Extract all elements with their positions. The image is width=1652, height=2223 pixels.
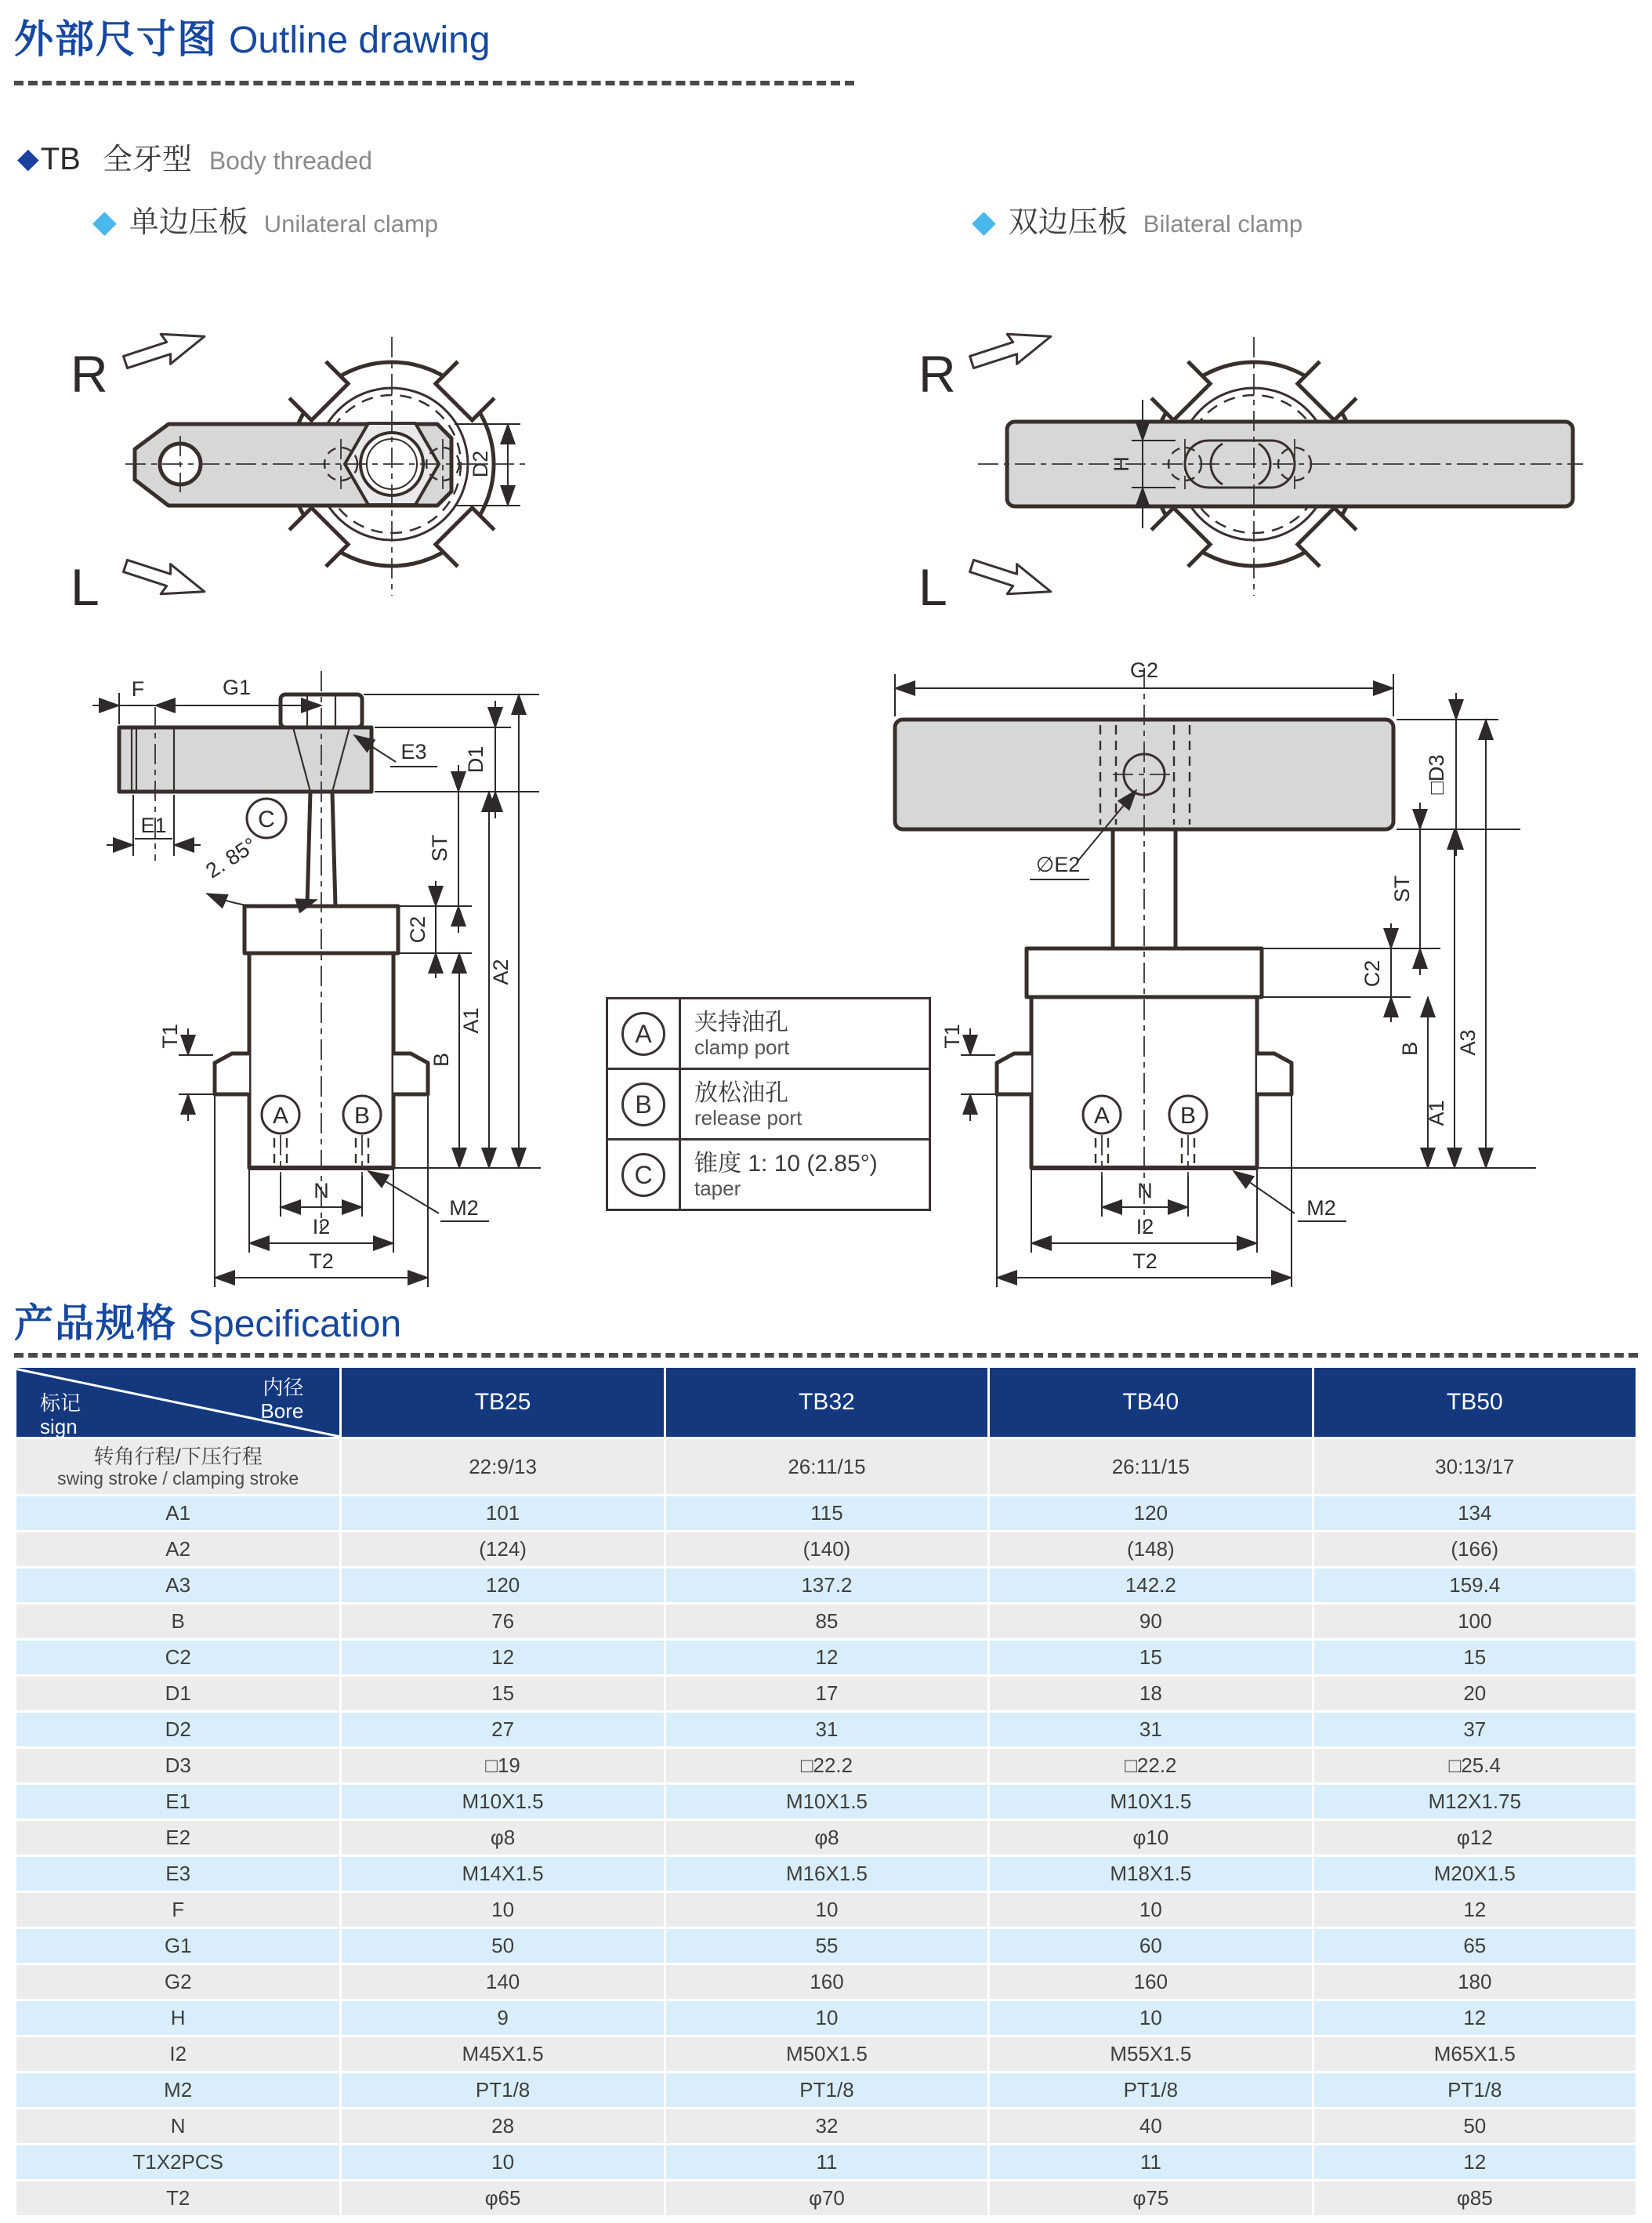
legend-en: taper — [694, 1176, 741, 1200]
table-row — [16, 1785, 1636, 1819]
dimension-D3 — [1397, 693, 1520, 856]
table-row — [16, 1677, 1636, 1710]
outline-title-en: Outline drawing — [229, 20, 491, 61]
spec-value: φ75 — [990, 2181, 1311, 2215]
spec-value: 50 — [1314, 2109, 1636, 2143]
spec-value: 10 — [342, 2145, 663, 2179]
spec-value: 18 — [990, 1677, 1311, 1710]
svg-text:B: B — [429, 1052, 453, 1068]
spec-table — [14, 1365, 1638, 2218]
series-zh: 全牙型 — [102, 143, 192, 176]
dimension-D1 — [375, 701, 539, 818]
circled-C-icon: C — [621, 1153, 665, 1197]
spec-value: 137.2 — [666, 1568, 987, 1602]
spec-value: 12 — [1314, 2001, 1636, 2035]
spec-value: M65X1.5 — [1314, 2037, 1636, 2071]
table-row — [16, 2037, 1636, 2071]
spec-header-row — [16, 1368, 1636, 1437]
spec-column-header: TB32 — [666, 1368, 987, 1437]
spec-column-header: TB50 — [1314, 1368, 1636, 1437]
spec-value: M12X1.75 — [1314, 1785, 1636, 1819]
spec-value: 10 — [990, 2001, 1311, 2035]
spec-value: 101 — [342, 1496, 663, 1530]
svg-text:C2: C2 — [406, 916, 429, 944]
table-row — [16, 1713, 1636, 1746]
mount-tab-left — [997, 1053, 1031, 1094]
spec-value: M10X1.5 — [990, 1785, 1311, 1819]
svg-text:∅E2: ∅E2 — [1035, 853, 1081, 876]
svg-text:B: B — [353, 1103, 371, 1129]
variant-unilateral-label — [92, 198, 438, 241]
spec-value: M55X1.5 — [990, 2037, 1311, 2071]
spec-value: φ12 — [1314, 1821, 1636, 1855]
svg-text:T2: T2 — [1132, 1249, 1157, 1273]
spec-value: M10X1.5 — [342, 1785, 663, 1819]
svg-text:B: B — [1179, 1103, 1197, 1129]
spec-value: (124) — [342, 1532, 663, 1566]
dimension-T1-left — [158, 1024, 213, 1121]
svg-text:2. 85°: 2. 85° — [201, 832, 261, 883]
rotation-R-label: R — [918, 345, 956, 403]
svg-text:D2: D2 — [469, 450, 492, 478]
spec-value: 50 — [342, 1929, 663, 1963]
spec-value: 55 — [666, 1929, 987, 1963]
svg-text:F: F — [131, 677, 145, 701]
spec-value: 20 — [1314, 1677, 1636, 1710]
spec-value: 28 — [342, 2109, 663, 2143]
spec-value: 142.2 — [990, 1568, 1311, 1602]
taper-callout — [201, 799, 317, 907]
series-row — [17, 135, 372, 178]
spec-value: 159.4 — [1314, 1568, 1636, 1602]
spec-value: φ8 — [342, 1821, 663, 1855]
outline-title-zh: 外部尺寸图 — [14, 17, 218, 61]
spec-value: 100 — [1314, 1605, 1636, 1638]
spec-title-zh: 产品规格 — [14, 1301, 177, 1345]
table-row — [16, 1965, 1636, 1999]
spec-value: 26:11/15 — [666, 1439, 987, 1494]
spec-value: M14X1.5 — [342, 1857, 663, 1891]
spec-sign: G2 — [16, 1965, 339, 1999]
spec-value: 26:11/15 — [990, 1439, 1311, 1494]
corner-sign-zh: 标记 — [40, 1391, 82, 1415]
spec-value: □22.2 — [666, 1749, 987, 1782]
spec-value: M20X1.5 — [1314, 1857, 1636, 1891]
spec-value: 22:9/13 — [342, 1439, 663, 1494]
spec-value: 15 — [990, 1641, 1311, 1674]
spec-value: 120 — [990, 1496, 1311, 1530]
table-row — [16, 2181, 1636, 2215]
bilateral-front-view — [895, 658, 1536, 1287]
spec-value: 134 — [1314, 1496, 1636, 1530]
unilateral-front-view — [92, 671, 541, 1287]
spec-value: M45X1.5 — [342, 2037, 663, 2071]
spec-value: 180 — [1314, 1965, 1636, 1999]
spec-value: M18X1.5 — [990, 1857, 1311, 1891]
arrow-right-down-icon — [121, 551, 209, 607]
clamp-arm-side — [119, 727, 371, 792]
table-row — [16, 1821, 1636, 1855]
arrow-right-up-icon — [967, 321, 1056, 377]
bilateral-top-view — [918, 321, 1583, 616]
table-row — [16, 2145, 1636, 2179]
table-row — [16, 1857, 1636, 1891]
svg-text:E1: E1 — [140, 814, 167, 837]
spec-value: 10 — [666, 2001, 987, 2035]
legend-en: clamp port — [694, 1035, 790, 1059]
spec-value: 27 — [342, 1713, 663, 1746]
spec-value: φ8 — [666, 1821, 987, 1855]
spec-sign: E2 — [16, 1821, 339, 1855]
table-row — [16, 1532, 1636, 1566]
svg-text:E3: E3 — [400, 740, 427, 763]
spec-value: (140) — [666, 1532, 987, 1566]
arrow-right-down-icon — [967, 551, 1056, 607]
spec-value: 10 — [342, 1893, 663, 1927]
spec-dash-separator — [14, 1353, 1638, 1358]
spec-sign: D3 — [16, 1749, 339, 1782]
spec-sign: A2 — [16, 1532, 339, 1566]
svg-text:C2: C2 — [1360, 959, 1384, 988]
spec-sign: D2 — [16, 1713, 339, 1746]
arrow-right-up-icon — [121, 321, 209, 377]
circled-B-icon: B — [621, 1082, 665, 1126]
svg-text:T1: T1 — [158, 1024, 182, 1049]
spec-value: 32 — [666, 2109, 987, 2143]
spec-value: 160 — [666, 1965, 987, 1999]
unilateral-top-view — [71, 321, 527, 616]
svg-text:I2: I2 — [1136, 1215, 1154, 1238]
table-row — [16, 1893, 1636, 1927]
spec-value: 15 — [1314, 1641, 1636, 1674]
svg-text:A: A — [1093, 1103, 1110, 1129]
spec-sign: A1 — [16, 1496, 339, 1530]
table-row — [16, 2073, 1636, 2107]
table-row — [16, 2001, 1636, 2035]
spec-section-title — [14, 1292, 401, 1348]
dimension-M2-right — [1234, 1171, 1346, 1221]
svg-text:C: C — [258, 807, 275, 832]
table-row — [16, 1929, 1636, 1963]
svg-text:□D3: □D3 — [1425, 754, 1448, 795]
table-row — [16, 1568, 1636, 1602]
spec-value: 31 — [666, 1713, 987, 1746]
corner-bore-zh: 内径 — [263, 1376, 304, 1399]
variant-unilateral-en: Unilateral clamp — [263, 210, 439, 238]
spec-value: 115 — [666, 1496, 987, 1530]
corner-sign-en: sign — [40, 1415, 78, 1437]
spec-sign: D1 — [16, 1677, 339, 1710]
spec-value: 10 — [990, 1893, 1311, 1927]
svg-text:D1: D1 — [464, 745, 487, 774]
spec-sign: E1 — [16, 1785, 339, 1819]
spec-value: PT1/8 — [1314, 2073, 1636, 2107]
diamond-icon: ◆ — [972, 205, 996, 239]
mount-tab-right — [1257, 1053, 1292, 1094]
legend-zh: 放松油孔 — [694, 1079, 788, 1106]
spec-value: 17 — [666, 1677, 987, 1710]
outline-section-title — [14, 8, 491, 64]
series-code: TB — [40, 142, 81, 176]
dimension-C2-left — [400, 881, 472, 978]
svg-text:N: N — [1137, 1179, 1153, 1202]
dimension-T1-right — [940, 1024, 995, 1121]
spec-column-header: TB25 — [342, 1368, 663, 1437]
variant-bilateral-en: Bilateral clamp — [1143, 210, 1303, 238]
table-row — [16, 2109, 1636, 2143]
port-legend — [606, 997, 931, 1211]
legend-zh: 夹持油孔 — [694, 1009, 788, 1035]
svg-text:M2: M2 — [449, 1196, 479, 1220]
spec-sign: C2 — [16, 1641, 339, 1674]
mount-tab-left — [215, 1053, 249, 1094]
dimension-E1 — [107, 795, 201, 856]
table-row — [16, 1605, 1636, 1638]
svg-text:B: B — [1398, 1041, 1422, 1057]
title-dash-separator — [14, 81, 854, 85]
legend-en: release port — [694, 1105, 802, 1130]
corner-bore-en: Bore — [260, 1399, 304, 1423]
spec-value: 11 — [666, 2145, 987, 2179]
svg-text:H: H — [1110, 456, 1133, 472]
legend-row — [607, 1069, 930, 1140]
spec-value: M10X1.5 — [666, 1785, 987, 1819]
diamond-icon: ◆ — [17, 142, 39, 174]
svg-text:N: N — [313, 1179, 329, 1202]
spec-sign: T2 — [16, 2181, 339, 2215]
spec-value: 120 — [342, 1568, 663, 1602]
legend-row — [607, 999, 930, 1069]
diamond-icon: ◆ — [92, 205, 117, 239]
spec-value: 40 — [990, 2109, 1311, 2143]
spec-column-header: TB40 — [990, 1368, 1311, 1437]
spec-sign: 转角行程/下压行程 swing stroke / clamping stroke — [16, 1439, 339, 1494]
spec-value: □25.4 — [1314, 1749, 1636, 1782]
svg-text:M2: M2 — [1306, 1196, 1336, 1220]
spec-value: (148) — [990, 1532, 1311, 1566]
spec-value: 9 — [342, 2001, 663, 2035]
spec-value: 85 — [666, 1605, 987, 1638]
svg-text:A: A — [272, 1103, 289, 1129]
spec-sign: F — [16, 1893, 339, 1927]
spec-value: 12 — [666, 1641, 987, 1674]
spec-sign: T1X2PCS — [16, 2145, 339, 2179]
svg-text:ST: ST — [428, 834, 451, 862]
spec-value: 31 — [990, 1713, 1311, 1746]
table-row — [16, 1749, 1636, 1782]
svg-text:T1: T1 — [940, 1024, 964, 1049]
variant-bilateral-label — [972, 198, 1302, 241]
spec-value: φ10 — [990, 1821, 1311, 1855]
spec-value: PT1/8 — [666, 2073, 987, 2107]
legend-row — [607, 1140, 930, 1210]
spec-value: M50X1.5 — [666, 2037, 987, 2071]
svg-text:A1: A1 — [459, 1007, 483, 1034]
svg-text:ST: ST — [1390, 875, 1414, 903]
spec-value: 12 — [342, 1641, 663, 1674]
spec-value: 160 — [990, 1965, 1311, 1999]
spec-value: PT1/8 — [990, 2073, 1311, 2107]
spec-sign: A3 — [16, 1568, 339, 1602]
spec-sign: G1 — [16, 1929, 339, 1963]
spec-title-en: Specification — [188, 1304, 402, 1345]
spec-value: 60 — [990, 1929, 1311, 1963]
spec-value: 12 — [1314, 1893, 1636, 1927]
table-row — [16, 1496, 1636, 1530]
spec-value: 11 — [990, 2145, 1311, 2179]
spec-value: φ85 — [1314, 2181, 1636, 2215]
spec-sign: N — [16, 2109, 339, 2143]
spec-value: 140 — [342, 1965, 663, 1999]
legend-zh: 锥度 1: 10 (2.85°) — [694, 1150, 878, 1177]
dimension-C2-right — [1263, 923, 1411, 1022]
svg-text:I2: I2 — [312, 1215, 331, 1238]
svg-text:G2: G2 — [1129, 658, 1159, 682]
spec-value: 12 — [1314, 2145, 1636, 2179]
svg-text:A3: A3 — [1456, 1029, 1480, 1056]
spec-corner-cell — [16, 1368, 339, 1437]
circled-A-icon: A — [621, 1012, 665, 1056]
spec-table-body — [16, 1496, 1636, 2215]
variant-unilateral-zh: 单边压板 — [129, 206, 248, 239]
spec-value: 30:13/17 — [1314, 1439, 1636, 1494]
spec-sign: E3 — [16, 1857, 339, 1891]
spec-stroke-row — [16, 1439, 1636, 1494]
spec-sign: I2 — [16, 2037, 339, 2071]
spec-sign: B — [16, 1605, 339, 1638]
spec-value: 37 — [1314, 1713, 1636, 1746]
mount-tab-right — [393, 1053, 428, 1094]
rotation-L-label: L — [918, 558, 947, 616]
spec-value: PT1/8 — [342, 2073, 663, 2107]
spec-value: 65 — [1314, 1929, 1636, 1963]
table-row — [16, 1641, 1636, 1674]
spec-value: 76 — [342, 1605, 663, 1638]
svg-text:T2: T2 — [309, 1249, 334, 1273]
spec-value: M16X1.5 — [666, 1857, 987, 1891]
spec-value: 10 — [666, 1893, 987, 1927]
spec-value: 90 — [990, 1605, 1311, 1638]
spec-sign: H — [16, 2001, 339, 2035]
series-en: Body threaded — [208, 147, 372, 175]
spec-value: φ65 — [342, 2181, 663, 2215]
svg-text:G1: G1 — [222, 676, 252, 699]
spec-value: □19 — [342, 1749, 663, 1782]
spec-sign: M2 — [16, 2073, 339, 2107]
svg-text:A1: A1 — [1425, 1100, 1448, 1126]
svg-text:A2: A2 — [489, 959, 513, 985]
spec-value: φ70 — [666, 2181, 987, 2215]
spec-value: (166) — [1314, 1532, 1636, 1566]
rotation-R-label: R — [71, 345, 108, 403]
spec-value: □22.2 — [990, 1749, 1311, 1782]
rotation-L-label: L — [71, 558, 100, 616]
spec-value: 15 — [342, 1677, 663, 1710]
variant-bilateral-zh: 双边压板 — [1008, 206, 1128, 239]
